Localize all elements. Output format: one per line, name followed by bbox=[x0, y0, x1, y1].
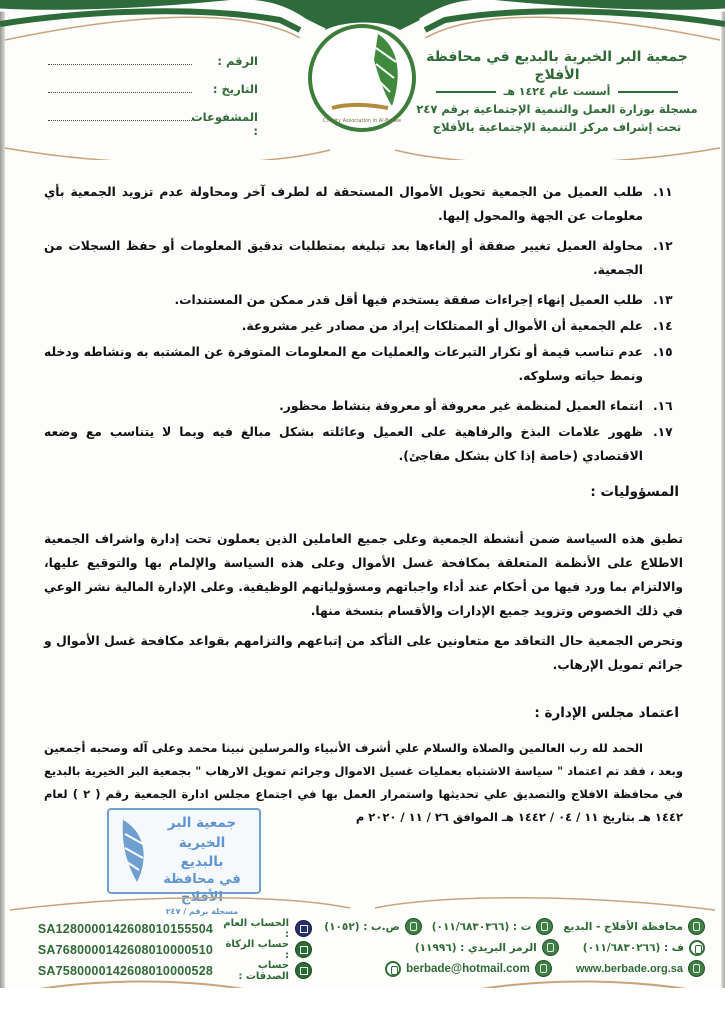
web-icon bbox=[535, 960, 552, 977]
account-number: SA7680000142608010000510 bbox=[37, 942, 213, 957]
list-item bbox=[44, 314, 683, 338]
item-text: طلب العميل إنهاء إجراءات صفقة يستخدم فيها أقل قدر ممكن من المستندات. bbox=[174, 293, 643, 307]
account-number: SA1280000142608010155504 bbox=[37, 921, 213, 936]
contact-row bbox=[325, 958, 705, 979]
item-text: علم الجمعية أن الأموال أو الممتلكات إيراد من مصادر غير مشروعة. bbox=[241, 319, 643, 333]
ref-number-field[interactable] bbox=[48, 54, 258, 82]
ref-attachments-field[interactable] bbox=[48, 110, 258, 138]
charity-icon bbox=[295, 962, 312, 979]
list-item bbox=[44, 420, 683, 468]
bank-accounts bbox=[22, 918, 312, 981]
item-number: ١٢. bbox=[653, 239, 673, 253]
mailbox-icon bbox=[405, 918, 422, 935]
org-header bbox=[407, 48, 707, 136]
account-row bbox=[22, 960, 312, 981]
account-row bbox=[22, 918, 312, 939]
list-item bbox=[44, 288, 683, 312]
account-number: SA7580000142608010000528 bbox=[37, 963, 213, 978]
item-number: ١٧. bbox=[653, 425, 673, 439]
ref-attachments-value[interactable] bbox=[48, 110, 192, 121]
stamp-line-2: بالبديع bbox=[180, 854, 224, 870]
location-pin-icon bbox=[688, 918, 705, 935]
po-box-text: ص.ب : (١٠٥٢) bbox=[324, 920, 400, 933]
responsibilities-paragraph: وتحرص الجمعية حال التعاقد مع متعاونين على التأكد من إتباعهم والتزامهم بقواعد مكافحة غسل الأموال و جرائم تمويل الإرهاب. bbox=[44, 634, 683, 672]
item-text: محاولة العميل تغيير صفقة أو إلغاءها بعد تبليغه بمتطلبات تدقيق المعلومات أو حفظ السجلات من الجمعية. bbox=[44, 239, 643, 277]
divider bbox=[436, 91, 496, 93]
postal-code-text: الرمز البريدي : (١١٩٩٦) bbox=[414, 941, 537, 954]
item-text: عدم تناسب قيمة أو تكرار التبرعات والعمليات مع المعلومات المتوفرة عن المشتبه به ونشاطه ودخله ونمط حياته وسلوكه. bbox=[44, 345, 643, 383]
postal-code-icon bbox=[542, 939, 559, 956]
list-item bbox=[44, 234, 683, 282]
reference-fields bbox=[48, 54, 258, 138]
item-number: ١٥. bbox=[653, 345, 673, 359]
ref-number-label: الرقم : bbox=[217, 54, 258, 68]
item-number: ١١. bbox=[653, 185, 673, 199]
item-number: ١٦. bbox=[653, 399, 673, 413]
phone-icon bbox=[536, 918, 553, 935]
phone-text[interactable]: ت : (٠١١/٦٨٣٠٣٦٦) bbox=[431, 920, 532, 933]
stamp-line-4: مسجلة برقم / ٢٤٧ bbox=[165, 907, 239, 916]
divider bbox=[618, 91, 678, 93]
email-link[interactable]: berbade@hotmail.com bbox=[406, 962, 530, 975]
contact-row bbox=[325, 937, 705, 958]
zakat-icon bbox=[295, 941, 312, 958]
stamp-line-3: في محافظة الأفلاج bbox=[163, 872, 241, 905]
list-item bbox=[44, 394, 683, 418]
org-name: جمعية البر الخيرية بالبديع في محافظة الأفلاج bbox=[426, 49, 688, 83]
ref-date-value[interactable] bbox=[48, 82, 192, 93]
registration-line: مسجلة بوزارة العمل والتنمية الإجتماعية برقم ٢٤٧ bbox=[416, 102, 698, 116]
contact-row bbox=[325, 916, 705, 937]
bank-icon bbox=[295, 920, 312, 937]
list-item bbox=[44, 340, 683, 388]
email-icon bbox=[385, 961, 401, 977]
website-link[interactable]: www.berbade.org.sa bbox=[575, 962, 683, 975]
item-number: ١٣. bbox=[653, 293, 673, 307]
account-label: الحساب العام : bbox=[223, 917, 289, 940]
fax-icon bbox=[689, 940, 705, 956]
logo-caption: Charity Association in Al-Badee bbox=[322, 118, 402, 124]
globe-icon bbox=[688, 960, 705, 977]
location-text: محافظة الأفلاج - البديع bbox=[563, 920, 683, 933]
approval-text: الحمد لله رب العالمين والصلاة والسلام علي أشرف الأنبياء والمرسلين نبينا محمد وعلى آله وصحبه أجمعين وبعد ، فقد تم اعتماد " سياسة الاشتباه بعمليات غسيل الاموال وجرائم تمويل الارهاب " بجمعية البر الخيرية بالبديع في محافظة الافلاج والتصديق علي تحديثها واستمرار العمل بها في اجتماع مجلس ادارة الجمعية رقم ( ٢ ) لعام ١٤٤٢ هـ بتاريخ ١١ / ٠٤ / ١٤٤٢ هـ الموافق ٢٦ / ١١ / ٢٠٢٠ م bbox=[44, 741, 683, 824]
ref-attachments-label: المشفوعات : bbox=[191, 110, 258, 138]
account-label: حساب الزكاة : bbox=[225, 938, 289, 961]
approval-title: اعتماد مجلس الإدارة : bbox=[534, 705, 679, 721]
fax-text: ف : (٠١١/٦٨٣٠٢٦٦) bbox=[582, 941, 684, 954]
responsibilities-section bbox=[44, 527, 683, 677]
founded-row bbox=[407, 84, 707, 100]
account-label: حساب الصدقات : bbox=[238, 959, 289, 982]
stamp-line-1: جمعية البر الخيرية bbox=[167, 815, 237, 851]
item-number: ١٤. bbox=[653, 319, 673, 333]
contact-info bbox=[325, 916, 705, 979]
official-stamp bbox=[107, 808, 261, 916]
supervision-line: تحت إشراف مركز التنمية الإجتماعية بالأفلاج bbox=[432, 120, 682, 134]
ref-date-field[interactable] bbox=[48, 82, 258, 110]
item-text: ظهور علامات البذخ والرفاهية على العميل وعائلته بشكل مبالغ فيه وبما لا يتناسب مع وضعه الاقتصادي (خاصة إذا كان بشكل مفاجئ). bbox=[44, 425, 643, 463]
ref-date-label: التاريخ : bbox=[212, 82, 258, 96]
ref-number-value[interactable] bbox=[48, 54, 192, 65]
responsibilities-title: المسؤوليات : bbox=[590, 484, 679, 500]
item-text: طلب العميل من الجمعية تحويل الأموال المستحقة له لطرف آخر ومحاولة عدم تزويد الجمعية بأي معلومات عن الجهة والمحول إليها. bbox=[44, 185, 643, 223]
stamp-logo-icon bbox=[115, 818, 149, 884]
item-text: انتماء العميل لمنظمة غير معروفة أو معروفة بنشاط محظور. bbox=[279, 399, 643, 413]
founded-year: أسست عام ١٤٢٤ هـ bbox=[503, 85, 611, 98]
account-row bbox=[22, 939, 312, 960]
indicators-list bbox=[44, 180, 683, 468]
responsibilities-paragraph: تطبق هذه السياسة ضمن أنشطة الجمعية وعلى جميع العاملين الذين يعملون تحت إدارة واشراف الجمعية الاطلاع على الأنظمة المتعلقة بمكافحة غسل الأموال وعلى هذه السياسة والإلمام بها والتوقيع عليها، والالتزام بما ورد فيها من أحكام عند أداء واجباتهم ومسؤولياتهم الوظيفية. وعلى الإدارة المالية نشر الوعي في ذلك الخصوص وتزويد جميع الإدارات والأقسام بنسخة منها. bbox=[44, 532, 683, 618]
list-item bbox=[44, 180, 683, 228]
